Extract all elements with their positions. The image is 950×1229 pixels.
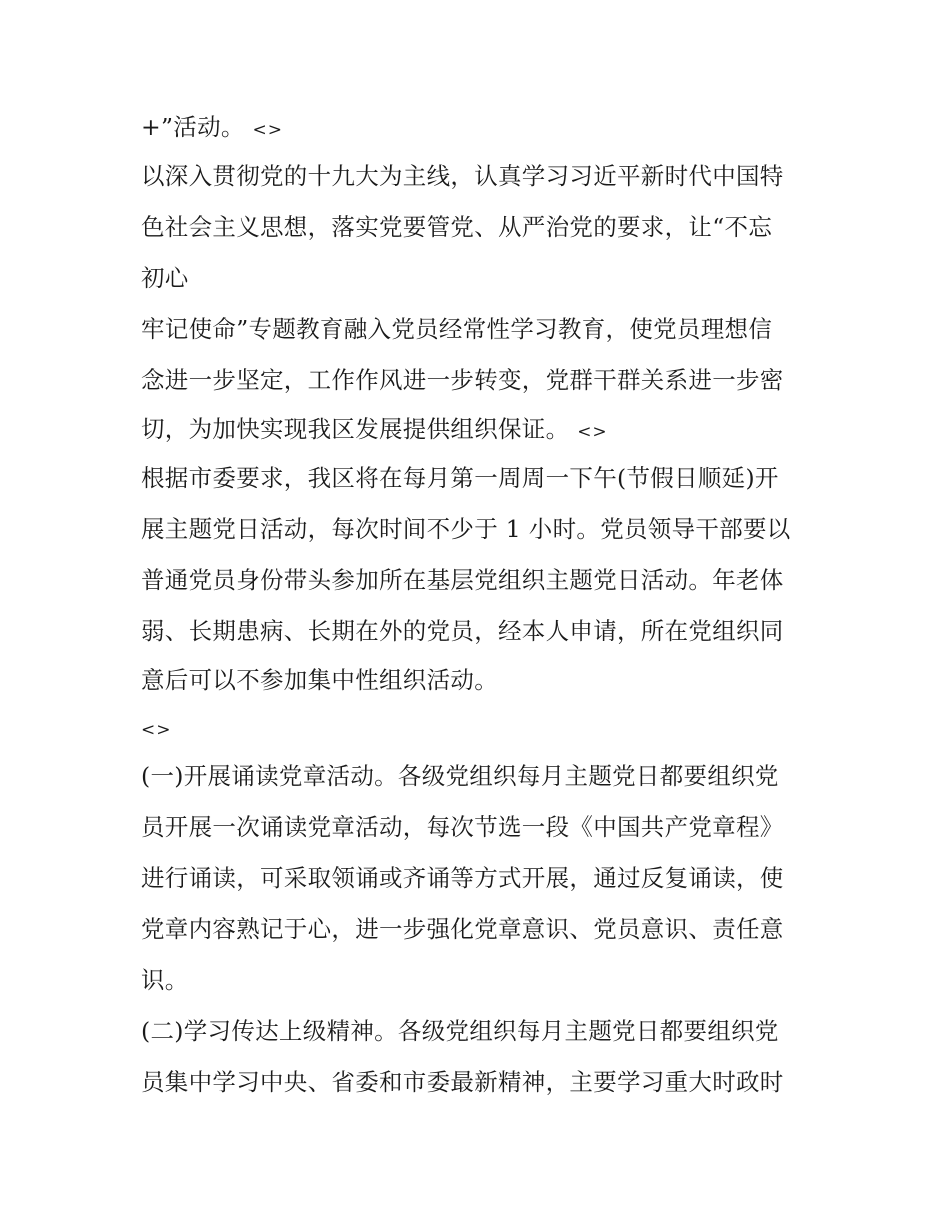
text-line: +”活动。 <>	[141, 113, 283, 141]
document-page	[141, 104, 821, 1108]
text-line: 意后可以不参加集中性组织活动。	[141, 666, 498, 694]
text-line: 弱、长期患病、长期在外的党员，经本人申请，所在党组织同	[141, 617, 784, 645]
text-line: 党章内容熟记于心，进一步强化党章意识、党员意识、责任意	[141, 915, 784, 943]
text-line: 初心	[141, 264, 189, 292]
text-line: 根据市委要求，我区将在每月第一周周一下午(节假日顺延)开	[141, 464, 779, 492]
placeholder-marker: <>	[141, 720, 172, 740]
placeholder-marker: <>	[252, 120, 283, 140]
text-line: (二)学习传达上级精神。各级党组织每月主题党日都要组织党	[141, 1017, 779, 1045]
text-line: (一)开展诵读党章活动。各级党组织每月主题党日都要组织党	[141, 762, 779, 790]
text-line: 以深入贯彻党的十九大为主线，认真学习习近平新时代中国特	[141, 162, 784, 190]
text-line: 念进一步坚定，工作作风进一步转变，党群干群关系进一步密	[141, 366, 784, 394]
text-line: 色社会主义思想，落实党要管党、从严治党的要求，让“不忘	[141, 213, 773, 241]
text-line: 切，为加快实现我区发展提供组织保证。 <>	[141, 415, 608, 443]
text-line: 员集中学习中央、省委和市委最新精神，主要学习重大时政时	[141, 1068, 784, 1096]
text-line: 牢记使命”专题教育融入党员经常性学习教育，使党员理想信	[141, 315, 773, 343]
placeholder-marker: <>	[577, 422, 608, 442]
text-line: 普通党员身份带头参加所在基层党组织主题党日活动。年老体	[141, 566, 784, 594]
text-line: 进行诵读，可采取领诵或齐诵等方式开展，通过反复诵读，使	[141, 864, 784, 892]
text-line: 员开展一次诵读党章活动，每次节选一段《中国共产党章程》	[141, 813, 784, 841]
text-line	[141, 704, 821, 751]
text-line: 展主题党日活动，每次时间不少于 1 小时。党员领导干部要以	[141, 515, 791, 543]
text-line: 识。	[141, 966, 189, 994]
